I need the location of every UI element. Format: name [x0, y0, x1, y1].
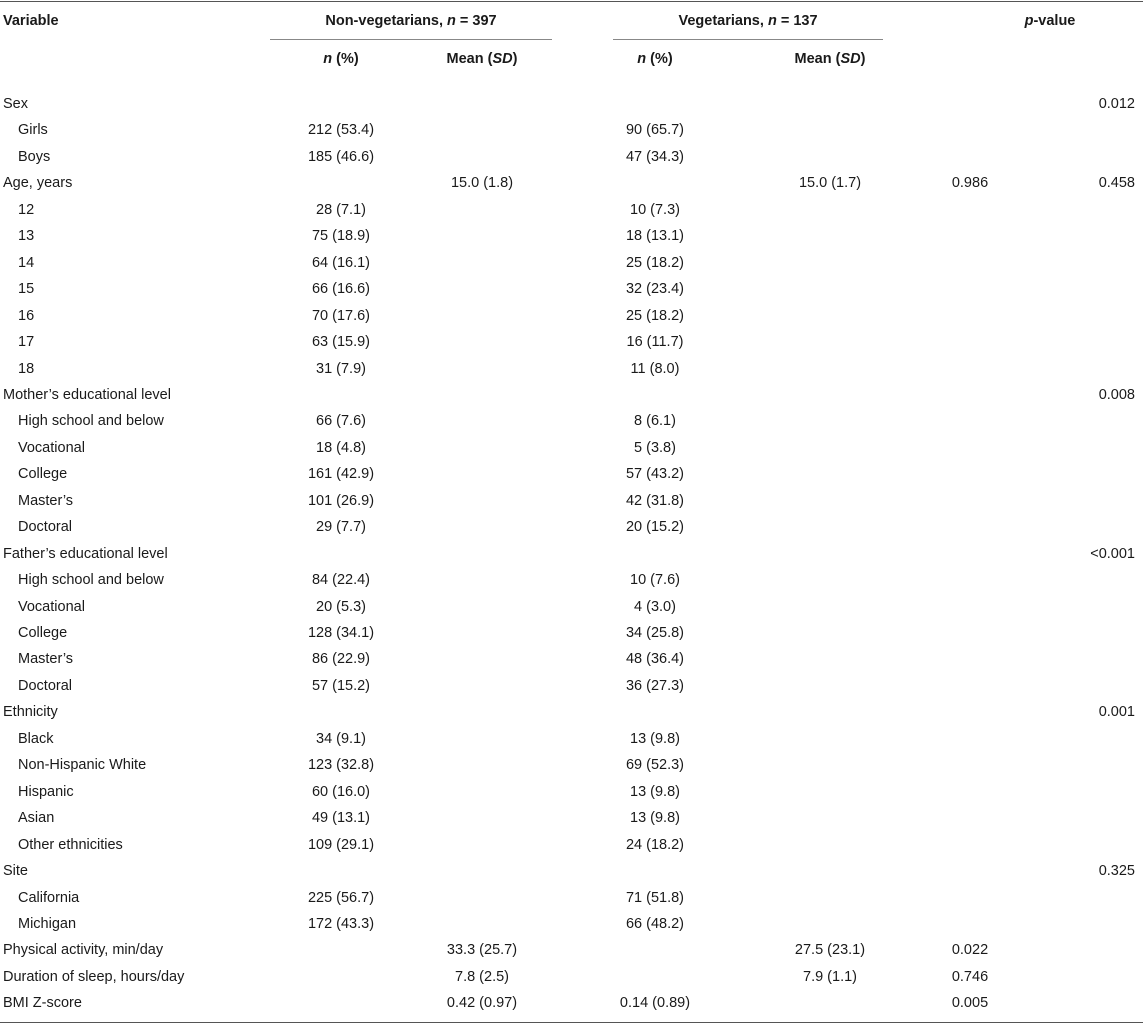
cell-veg-n-pct: 24 (18.2) [625, 837, 685, 853]
cell-nonveg-n-pct: 172 (43.3) [307, 916, 375, 932]
cell-veg-n-pct: 11 (8.0) [630, 361, 680, 377]
cell-nonveg-n-pct: 225 (56.7) [307, 890, 375, 906]
cell-veg-n-pct: 20 (15.2) [625, 519, 685, 535]
row-label: 13 [18, 228, 35, 244]
row-label: Non-Hispanic White [18, 757, 147, 773]
row-label: Other ethnicities [18, 837, 123, 853]
cell-veg-n-pct: 69 (52.3) [625, 757, 685, 773]
cell-p-value: 0.001 [1098, 704, 1135, 720]
cell-nonveg-n-pct: 63 (15.9) [311, 334, 371, 350]
cell-mean-p-value: 0.986 [951, 175, 989, 191]
cell-veg-n-pct: 36 (27.3) [625, 678, 685, 694]
row-label: Duration of sleep, hours/day [3, 969, 185, 985]
row-label: 12 [18, 202, 35, 218]
cell-nonveg-n-pct: 185 (46.6) [307, 149, 375, 165]
row-label: Master’s [18, 651, 74, 667]
cell-p-value: 0.325 [1098, 863, 1135, 879]
cell-nonveg-n-pct: 86 (22.9) [311, 651, 371, 667]
row-label: Site [3, 863, 28, 879]
cell-p-value: 0.012 [1098, 96, 1135, 112]
row-label: 16 [18, 308, 35, 324]
cell-veg-n-pct: 42 (31.8) [625, 493, 685, 509]
header-p-value: p-value [1024, 13, 1076, 29]
header-nonvegetarians: Non-vegetarians, n = 397 [325, 13, 497, 29]
cell-nonveg-n-pct: 31 (7.9) [316, 361, 366, 377]
cell-veg-n-pct: 5 (3.8) [634, 440, 676, 456]
row-label: Sex [3, 96, 28, 112]
row-label: Father’s educational level [3, 546, 168, 562]
row-label: Physical activity, min/day [3, 942, 164, 958]
cell-nonveg-n-pct: 57 (15.2) [311, 678, 371, 694]
cell-nonveg-n-pct: 20 (5.3) [316, 599, 366, 615]
header-vegetarians: Vegetarians, n = 137 [678, 13, 818, 29]
cell-nonveg-mean-sd: 7.8 (2.5) [455, 969, 509, 985]
cell-veg-n-pct: 48 (36.4) [625, 651, 685, 667]
cell-nonveg-n-pct: 128 (34.1) [307, 625, 375, 641]
cell-veg-n-pct: 13 (9.8) [630, 731, 680, 747]
row-label: High school and below [18, 572, 164, 588]
cell-nonveg-n-pct: 212 (53.4) [307, 122, 375, 138]
cell-mean-p-value: 0.746 [951, 969, 989, 985]
row-label: 14 [18, 255, 35, 271]
cell-veg-mean-sd: 7.9 (1.1) [803, 969, 857, 985]
table-top-rule [0, 1, 1143, 2]
header-variable: Variable [3, 13, 59, 29]
row-label: High school and below [18, 413, 164, 429]
cell-veg-n-pct: 13 (9.8) [630, 784, 680, 800]
row-label: Vocational [18, 599, 85, 615]
row-label: Doctoral [18, 678, 72, 694]
row-label: Asian [18, 810, 55, 826]
cell-p-value: <0.001 [1090, 546, 1135, 562]
cell-veg-n-pct: 8 (6.1) [634, 413, 676, 429]
cell-veg-n-pct: 25 (18.2) [625, 308, 685, 324]
row-label: College [18, 625, 68, 641]
cell-nonveg-n-pct: 18 (4.8) [316, 440, 366, 456]
row-label: 15 [18, 281, 35, 297]
cell-nonveg-mean-sd: 15.0 (1.8) [450, 175, 514, 191]
nonveg-span-rule [270, 39, 552, 40]
row-label: Mother’s educational level [3, 387, 171, 403]
cell-veg-n-pct: 4 (3.0) [634, 599, 676, 615]
cell-p-value: 0.458 [1098, 175, 1135, 191]
cell-nonveg-n-pct: 64 (16.1) [311, 255, 371, 271]
veg-span-rule [613, 39, 883, 40]
row-label: Age, years [3, 175, 73, 191]
subheader-n-pct-nonveg: n (%) [323, 51, 359, 67]
row-label: Hispanic [18, 784, 74, 800]
cell-veg-n-pct: 10 (7.3) [630, 202, 680, 218]
cell-nonveg-n-pct: 101 (26.9) [307, 493, 375, 509]
subheader-n-pct-veg: n (%) [637, 51, 673, 67]
row-label: Boys [18, 149, 51, 165]
row-label: Girls [18, 122, 48, 138]
cell-mean-p-value: 0.022 [951, 942, 989, 958]
cell-veg-n-pct: 34 (25.8) [625, 625, 685, 641]
cell-p-value: 0.008 [1098, 387, 1135, 403]
cell-veg-n-pct: 10 (7.6) [630, 572, 680, 588]
row-label: Michigan [18, 916, 77, 932]
cell-nonveg-n-pct: 161 (42.9) [307, 466, 375, 482]
cell-veg-n-pct: 71 (51.8) [625, 890, 685, 906]
cell-nonveg-mean-sd: 0.42 (0.97) [446, 995, 518, 1011]
cell-veg-n-pct: 0.14 (0.89) [619, 995, 691, 1011]
row-label: California [18, 890, 80, 906]
row-label: 18 [18, 361, 35, 377]
cell-nonveg-n-pct: 70 (17.6) [311, 308, 371, 324]
row-label: BMI Z-score [3, 995, 82, 1011]
table-bottom-rule [0, 1022, 1143, 1023]
cell-nonveg-n-pct: 75 (18.9) [311, 228, 371, 244]
cell-veg-n-pct: 16 (11.7) [626, 334, 684, 350]
cell-nonveg-n-pct: 66 (7.6) [316, 413, 366, 429]
cell-veg-n-pct: 25 (18.2) [625, 255, 685, 271]
cell-veg-n-pct: 66 (48.2) [625, 916, 685, 932]
row-label: Vocational [18, 440, 85, 456]
cell-mean-p-value: 0.005 [951, 995, 989, 1011]
row-label: Black [18, 731, 54, 747]
cell-veg-n-pct: 90 (65.7) [625, 122, 685, 138]
cell-veg-n-pct: 32 (23.4) [625, 281, 685, 297]
row-label: 17 [18, 334, 35, 350]
cell-veg-mean-sd: 15.0 (1.7) [798, 175, 862, 191]
row-label: Ethnicity [3, 704, 58, 720]
row-label: College [18, 466, 68, 482]
cell-nonveg-n-pct: 28 (7.1) [316, 202, 366, 218]
subheader-mean-sd-nonveg: Mean (SD) [446, 51, 518, 67]
cell-veg-n-pct: 18 (13.1) [625, 228, 685, 244]
cell-nonveg-n-pct: 34 (9.1) [316, 731, 366, 747]
cell-nonveg-mean-sd: 33.3 (25.7) [446, 942, 518, 958]
cell-nonveg-n-pct: 66 (16.6) [311, 281, 371, 297]
cell-nonveg-n-pct: 84 (22.4) [311, 572, 371, 588]
cell-nonveg-n-pct: 123 (32.8) [307, 757, 375, 773]
cell-veg-mean-sd: 27.5 (23.1) [794, 942, 866, 958]
cell-nonveg-n-pct: 109 (29.1) [307, 837, 375, 853]
cell-nonveg-n-pct: 29 (7.7) [316, 519, 366, 535]
cell-veg-n-pct: 47 (34.3) [625, 149, 685, 165]
cell-veg-n-pct: 57 (43.2) [625, 466, 685, 482]
cell-nonveg-n-pct: 60 (16.0) [311, 784, 371, 800]
cell-veg-n-pct: 13 (9.8) [630, 810, 680, 826]
row-label: Doctoral [18, 519, 72, 535]
row-label: Master’s [18, 493, 74, 509]
cell-nonveg-n-pct: 49 (13.1) [311, 810, 371, 826]
subheader-mean-sd-veg: Mean (SD) [794, 51, 866, 67]
